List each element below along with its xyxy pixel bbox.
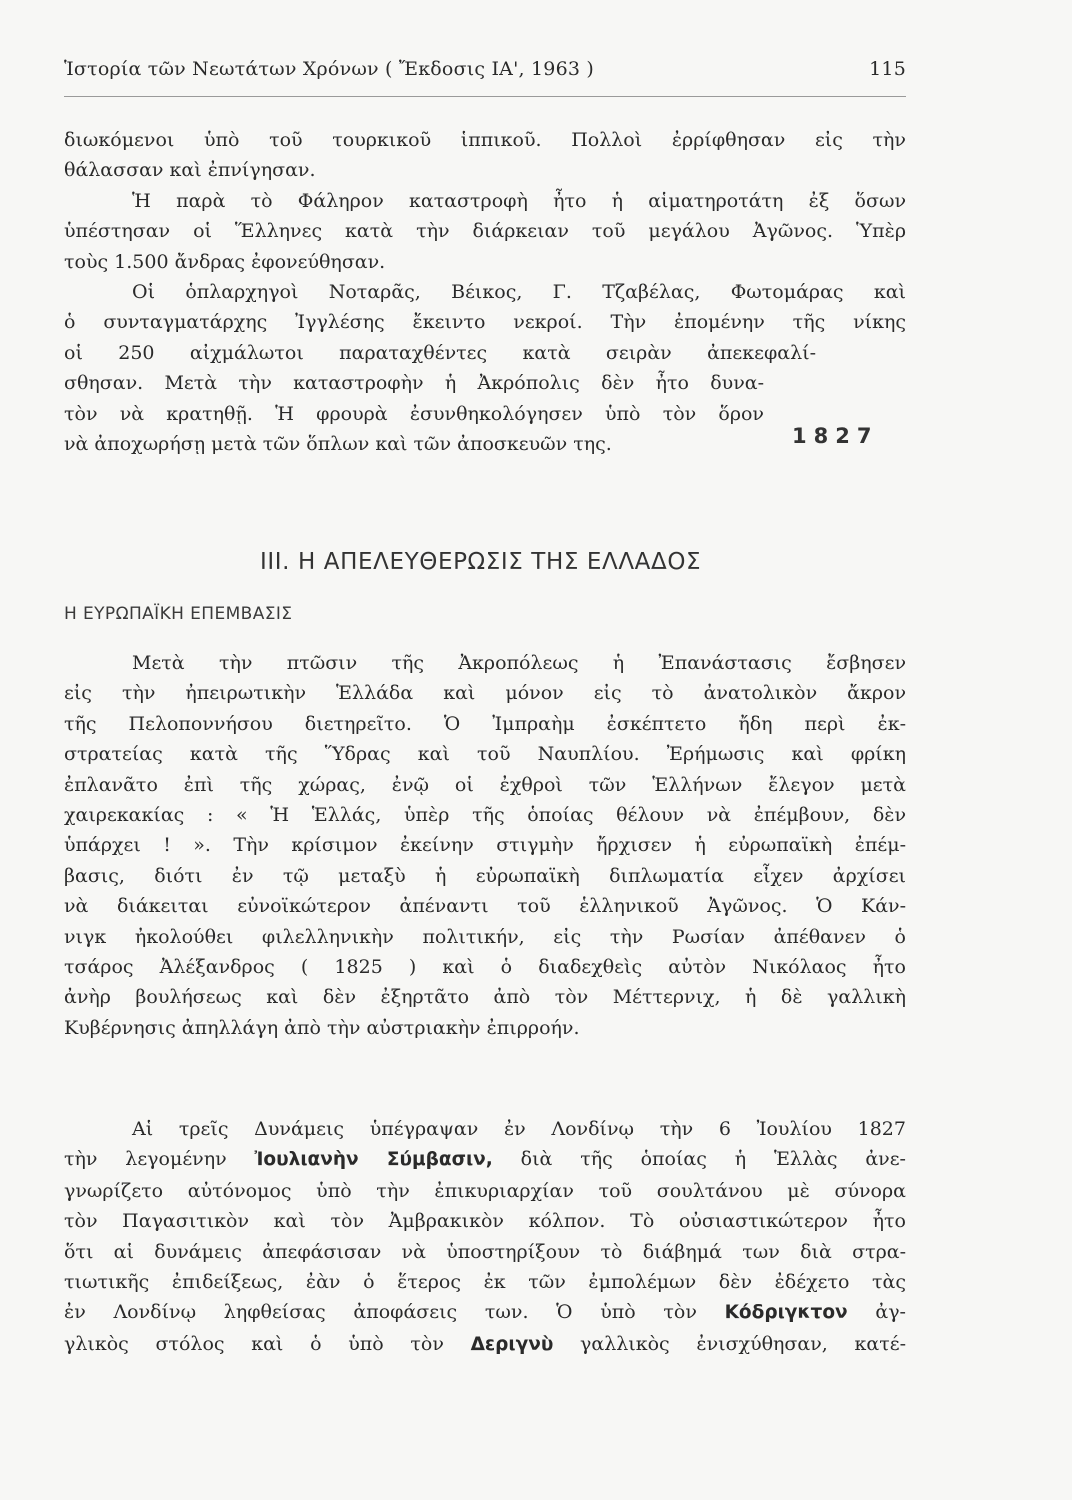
emphasis-derigny: Δεριγνὺ	[470, 1333, 554, 1355]
text-line: Ἡ παρὰ τὸ Φάληρον καταστροφὴ ἦτο ἡ αἱματηροτάτη ἐξ ὅσων	[132, 189, 906, 212]
text-line: γνωρίζετο αὐτόνομος ὑπὸ τὴν ἐπικυριαρχίαν τοῦ σουλτάνου μὲ σύνορα	[64, 1179, 906, 1202]
text-line: διωκόμενοι ὑπὸ τοῦ τουρκικοῦ ἱππικοῦ. Πολλοὶ ἐρρίφθησαν εἰς τὴν	[64, 129, 906, 151]
emphasis-codrington: Κόδριγκτον	[724, 1302, 848, 1324]
paragraph-1	[64, 125, 906, 186]
text-line: Κυβέρνησις ἀπηλλάγη ἀπὸ τὴν αὐστριακὴν ἐπιρροήν.	[64, 1016, 580, 1039]
text-segment: γαλλικὸς ἐνισχύθησαν, κατέ-	[553, 1332, 906, 1355]
text-segment: τὴν λεγομένην	[64, 1148, 255, 1171]
text-line: βασις, διότι ἐν τῷ μεταξὺ ἡ εὐρωπαϊκὴ διπλωματία εἶχεν ἀρχίσει	[64, 864, 906, 887]
text-line: τὸν νὰ κρατηθῇ. Ἡ φρουρὰ ἐσυνθηκολόγησεν ὑπὸ τὸν ὅρον	[64, 402, 764, 425]
text-segment: ἐν Λονδίνῳ ληφθείσας ἀποφάσεις των. Ὁ ὑπὸ τὸν	[64, 1301, 725, 1324]
text-line: ὑπέστησαν οἱ Ἕλληνες κατὰ τὴν διάρκειαν τοῦ μεγάλου Ἀγῶνος. Ὑπὲρ	[64, 220, 906, 243]
text-block-1	[64, 125, 906, 459]
text-segment: διὰ τῆς ὁποίας ἡ Ἑλλὰς ἀνε-	[492, 1148, 906, 1171]
page-number: 115	[869, 58, 906, 80]
subsection-title: Η ΕΥΡΩΠΑΪΚΗ ΕΠΕΜΒΑΣΙΣ	[64, 604, 293, 624]
text-segment: γλικὸς στόλος καὶ ὁ ὑπὸ τὸν	[64, 1332, 471, 1355]
text-line: τὸν Παγασιτικὸν καὶ τὸν Ἀμβρακικὸν κόλπον. Τὸ οὐσιαστικώτερον ἦτο	[64, 1210, 906, 1233]
running-header	[64, 58, 906, 80]
paragraph-3	[64, 277, 906, 459]
text-line: τοὺς 1.500 ἄνδρας ἐφονεύθησαν.	[64, 250, 386, 273]
text-line: νὰ ἀποχωρήσῃ μετὰ τῶν ὅπλων καὶ τῶν ἀποσκευῶν της.	[64, 433, 612, 456]
paragraph-4	[64, 648, 906, 1043]
header-rule	[64, 96, 906, 97]
text-line: σθησαν. Μετὰ τὴν καταστροφὴν ἡ Ἀκρόπολις δὲν ἦτο δυνα-	[64, 372, 764, 395]
paragraph-2	[64, 186, 906, 277]
text-line: στρατείας κατὰ τῆς Ὕδρας καὶ τοῦ Ναυπλίου. Ἐρήμωσις καὶ φρίκη	[64, 743, 906, 766]
text-line: εἰς τὴν ἠπειρωτικὴν Ἑλλάδα καὶ μόνον εἰς τὸ ἀνατολικὸν ἄκρον	[64, 682, 906, 705]
text-line	[64, 1329, 906, 1360]
text-line: θάλασσαν καὶ ἐπνίγησαν.	[64, 159, 316, 182]
text-line: τιωτικῆς ἐπιδείξεως, ἐὰν ὁ ἕτερος ἐκ τῶν ἐμπολέμων δὲν ἐδέχετο τὰς	[64, 1271, 906, 1294]
text-line: ἐπλανᾶτο ἐπὶ τῆς χώρας, ἐνῷ οἱ ἐχθροὶ τῶν Ἑλλήνων ἔλεγον μετὰ	[64, 773, 906, 796]
text-block-2	[64, 648, 906, 1043]
text-line: ὑπάρχει ! ». Τὴν κρίσιμον ἐκείνην στιγμὴν ἤρχισεν ἡ εὐρωπαϊκὴ ἐπέμ-	[64, 834, 906, 857]
paragraph-5	[64, 1114, 906, 1360]
text-segment: ἀγ-	[847, 1301, 906, 1324]
text-block-3	[64, 1114, 906, 1360]
margin-year-note: 1827	[792, 424, 879, 448]
text-line: ὅτι αἱ δυνάμεις ἀπεφάσισαν νὰ ὑποστηρίξουν τὸ διάβημά των διὰ στρα-	[64, 1240, 906, 1263]
text-line: ἀνὴρ βουλήσεως καὶ δὲν ἐξηρτᾶτο ἀπὸ τὸν Μέττερνιχ, ἡ δὲ γαλλικὴ	[64, 986, 906, 1009]
text-line: Αἱ τρεῖς Δυνάμεις ὑπέγραψαν ἐν Λονδίνῳ τὴν 6 Ἰουλίου 1827	[132, 1118, 906, 1140]
running-title: Ἱστορία τῶν Νεωτάτων Χρόνων ( Ἔκδοσις ΙΑ', 1963 )	[64, 58, 594, 80]
text-line: τῆς Πελοποννήσου διετηρεῖτο. Ὁ Ἰμπραὴμ ἐσκέπτετο ἤδη περὶ ἐκ-	[64, 712, 906, 735]
text-line	[64, 1144, 906, 1175]
text-line: νὰ διάκειται εὐνοϊκώτερον ἀπέναντι τοῦ ἑλληνικοῦ Ἀγῶνος. Ὁ Κάν-	[64, 895, 906, 918]
text-line: ὁ συνταγματάρχης Ἰγγλέσης ἔκειντο νεκροί. Τὴν ἐπομένην τῆς νίκης	[64, 311, 906, 334]
text-line	[64, 1297, 906, 1328]
text-line: Μετὰ τὴν πτῶσιν τῆς Ἀκροπόλεως ἡ Ἐπανάστασις ἔσβησεν	[132, 652, 906, 674]
text-line: νιγκ ἠκολούθει φιλελληνικὴν πολιτικήν, εἰς τὴν Ρωσίαν ἀπέθανεν ὁ	[64, 925, 906, 948]
text-line: χαιρεκακίας : « Ἡ Ἑλλάς, ὑπὲρ τῆς ὁποίας θέλουν νὰ ἐπέμβουν, δὲν	[64, 804, 906, 827]
text-line: οἱ 250 αἰχμάλωτοι παραταχθέντες κατὰ σειρὰν ἀπεκεφαλί-	[64, 341, 816, 364]
emphasis-julian-convention: Ἰουλιανὴν Σύμβασιν,	[254, 1149, 493, 1171]
section-title: ΙΙΙ. Η ΑΠΕΛΕΥΘΕΡΩΣΙΣ ΤΗΣ ΕΛΛΑΔΟΣ	[260, 549, 702, 575]
text-line: τσάρος Ἀλέξανδρος ( 1825 ) καὶ ὁ διαδεχθεὶς αὐτὸν Νικόλαος ἦτο	[64, 956, 906, 979]
text-line: Οἱ ὁπλαρχηγοὶ Νοταρᾶς, Βέικος, Γ. Τζαβέλας, Φωτομάρας καὶ	[132, 281, 906, 304]
